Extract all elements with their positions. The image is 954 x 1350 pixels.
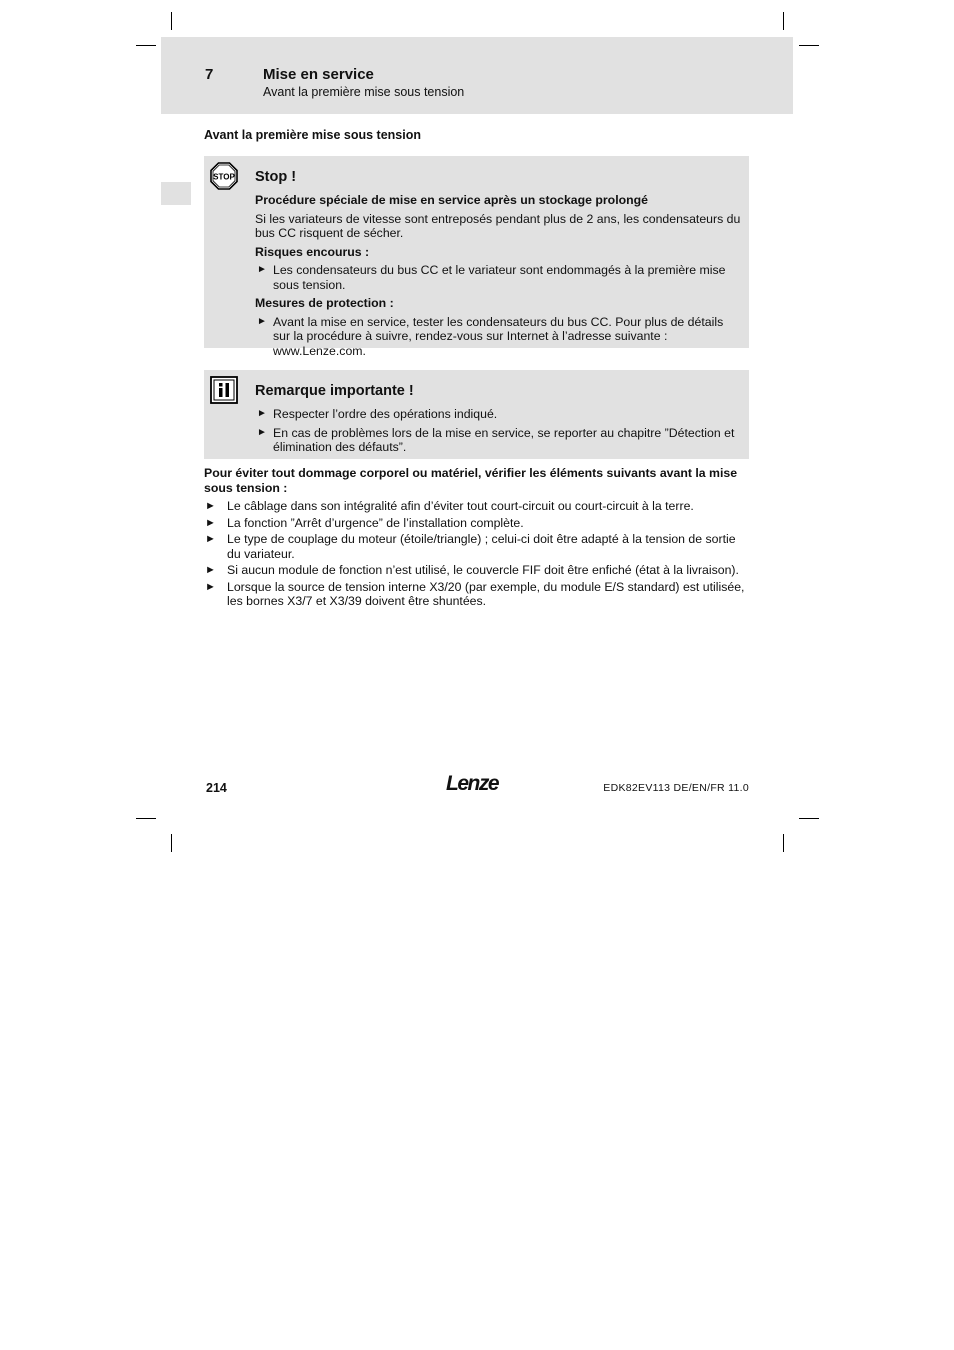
bullet-arrow-icon: ► <box>205 564 216 576</box>
measures-label: Mesures de protection : <box>255 296 394 310</box>
list-item: ► Le câblage dans son intégralité afin d’éviter tout court-circuit ou court-circuit à la terre. <box>205 499 694 513</box>
stop-description: Si les variateurs de vitesse sont entreposés pendant plus de 2 ans, les condensateurs du bus CC risquent de sécher. <box>255 211 741 240</box>
list-item: ► La fonction ”Arrêt d’urgence” de l’installation complète. <box>205 515 524 530</box>
bullet-arrow-icon: ► <box>257 315 267 327</box>
important-note-box <box>204 370 749 459</box>
chapter-title: Mise en service <box>263 66 374 83</box>
bullet-arrow-icon: ► <box>205 500 216 512</box>
bullet-arrow-icon: ► <box>257 426 267 438</box>
chapter-subtitle: Avant la première mise sous tension <box>263 85 465 99</box>
bullet-arrow-icon: ► <box>205 580 216 593</box>
risks-list <box>255 263 743 292</box>
stop-sign-label: STOP <box>213 172 235 182</box>
main-checklist <box>204 466 749 611</box>
list-item: ► Respecter l’ordre des opérations indiqué. <box>257 407 498 421</box>
stop-sign-icon <box>210 162 238 195</box>
bullet-arrow-icon: ► <box>205 516 216 529</box>
chapter-header-band <box>161 37 793 114</box>
page-number: 214 <box>206 781 227 795</box>
crop-mark <box>171 834 172 852</box>
list-item: ► Lorsque la source de tension interne X3/20 (par exemple, du module E/S standard) est utilisée, les bornes X3/7 et X3/39 doivent être shuntées. <box>205 579 745 608</box>
stop-body <box>255 193 743 362</box>
crop-mark <box>799 45 819 46</box>
section-heading: Avant la première mise sous tension <box>204 128 421 142</box>
crop-mark <box>783 834 784 852</box>
checklist <box>204 499 749 609</box>
document-reference: EDK82EV113 DE/EN/FR 11.0 <box>603 782 749 794</box>
crop-mark <box>799 818 819 819</box>
crop-mark <box>783 12 784 30</box>
chapter-number: 7 <box>205 66 214 83</box>
stop-title: Stop ! <box>255 169 297 185</box>
note-list <box>255 407 743 455</box>
list-item: ► En cas de problèmes lors de la mise en service, se reporter au chapitre ”Détection et élimination des défauts”. <box>257 425 735 454</box>
lenze-logo: Lenze <box>446 772 499 795</box>
stop-subtitle: Procédure spéciale de mise en service après un stockage prolongé <box>255 193 648 207</box>
bullet-arrow-icon: ► <box>205 533 216 545</box>
list-item: ► Le type de couplage du moteur (étoile/triangle) ; celui-ci doit être adapté à la tension de sortie du variateur. <box>205 532 736 561</box>
list-item: ► Les condensateurs du bus CC et le variateur sont endommagés à la première mise sous tension. <box>257 263 726 292</box>
measures-list <box>255 315 743 359</box>
note-title: Remarque importante ! <box>255 383 414 399</box>
checklist-lead: Pour éviter tout dommage corporel ou matériel, vérifier les éléments suivants avant la mise sous tension : <box>204 466 738 495</box>
bullet-arrow-icon: ► <box>257 264 267 275</box>
info-icon <box>210 376 238 409</box>
crop-mark <box>171 12 172 30</box>
note-body <box>255 407 743 459</box>
list-item: ► Avant la mise en service, tester les condensateurs du bus CC. Pour plus de détails sur la procédure à suivre, rendez-vous sur Internet à l’adresse suivante : www.Lenze.com. <box>257 314 724 358</box>
crop-mark <box>136 45 156 46</box>
crop-mark <box>136 818 156 819</box>
list-item: ► Si aucun module de fonction n’est utilisé, le couvercle FIF doit être enfiché (état à la livraison). <box>205 563 739 577</box>
bullet-arrow-icon: ► <box>257 408 267 419</box>
risks-label: Risques encourus : <box>255 244 370 259</box>
stop-warning-box <box>204 156 749 358</box>
chapter-side-tab <box>161 182 191 205</box>
